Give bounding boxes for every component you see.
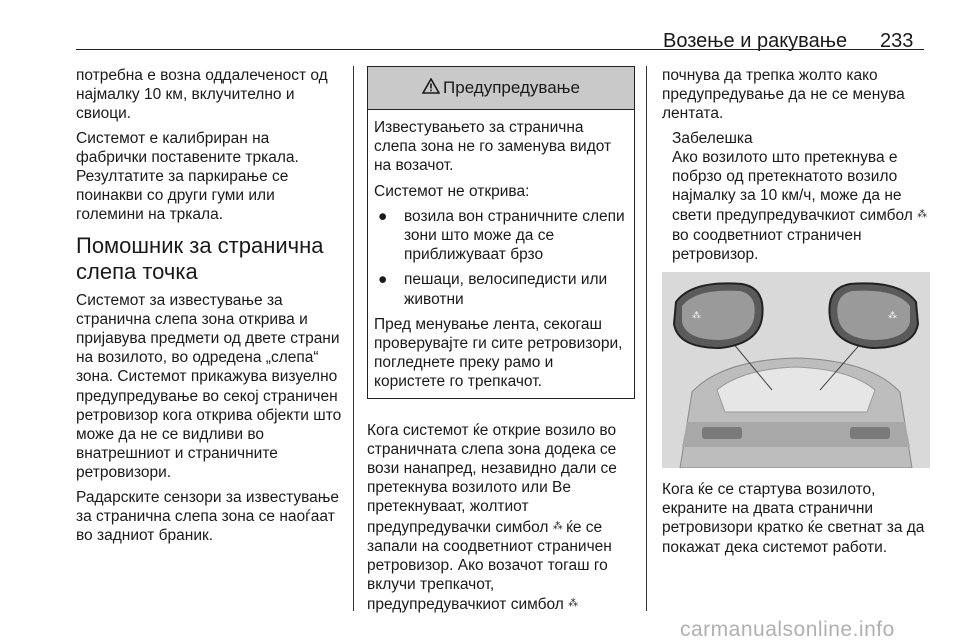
paragraph: почнува да трепка жолто како предупредување да не се менува лентата. bbox=[662, 67, 905, 123]
left-mirror bbox=[674, 283, 763, 348]
section-heading: Помошник за странична слепа точка bbox=[76, 232, 324, 284]
warning-box bbox=[367, 66, 635, 399]
note-block bbox=[662, 129, 930, 264]
column-1 bbox=[76, 66, 344, 550]
section-title: Возење и ракување bbox=[663, 30, 848, 52]
warning-title: Предупредување bbox=[443, 78, 580, 98]
list-item-text: пешаци, велосипедисти или животни bbox=[404, 271, 608, 308]
column-3 bbox=[662, 66, 930, 562]
paragraph bbox=[367, 421, 635, 615]
watermark: carmanualsonline.info bbox=[680, 618, 895, 641]
bullet-icon: ● bbox=[378, 207, 388, 225]
list-item-text: возила вон страничните слепи зони што може да се приближуваат брзо bbox=[404, 207, 625, 264]
column-2 bbox=[367, 66, 635, 620]
paragraph: Системот за известување за странична слепа зона открива и пријавува предмети од двете страни на возилото, во одредена „слепа“ зона. Системот прикажува визуелно предупредување во секој страничен ретровизор кога открива објекти што може да не се видливи во внатрешниот и страничните ретровизори. bbox=[76, 291, 342, 482]
paragraph: Системот е калибриран на фабрички поставените тркала. Резултатите за паркирање се поинакви со други гуми или големини на тркала. bbox=[76, 129, 299, 224]
list-item bbox=[374, 207, 628, 265]
paragraph: Кога ќе се стартува возилото, екраните на двата странични ретровизори кратко ќе светнат за да покажат дека системот работи. bbox=[662, 481, 925, 556]
blind-spot-symbol-icon: ⁂ bbox=[917, 209, 927, 221]
paragraph: Системот не открива: bbox=[374, 182, 530, 200]
paragraph: потребна е возна оддалеченост од најмалку 10 км, вклучително и свиоци. bbox=[76, 67, 328, 123]
warning-body bbox=[368, 110, 634, 398]
svg-text:⁂: ⁂ bbox=[692, 311, 701, 322]
page-number: 233 bbox=[880, 30, 914, 52]
column-divider-right bbox=[646, 66, 647, 611]
blind-spot-symbol-icon: ⁂ bbox=[552, 520, 562, 532]
paragraph: Пред менување лента, секогаш проверувајте ги сите ретровизори, погледнете преку рамо и користете го трепкачот. bbox=[374, 315, 623, 391]
note-title: Забелешка bbox=[672, 129, 753, 147]
text-run: Ако возилото што претекнува е побрзо од претекнатото возило најмалку за 10 км/ч, може да не свети предупредувачкиот симбол bbox=[672, 148, 913, 225]
paragraph: Радарските сензори за известување за странична слепа зона се наоѓаат во задниот браник. bbox=[76, 488, 339, 545]
text-run: ќе се запали на соодветниот страничен ретровизор. Ако возачот тогаш го вклучи трепкачот, предупредувачкиот симбол bbox=[367, 518, 612, 614]
text-run: Кога системот ќе открие возило во страничната слепа зона додека се вози нанапред, незавидно дали се претекнува возилото или Ве претекнуваат, жолтиот предупредувачки симбол bbox=[367, 421, 617, 536]
svg-text:⁂: ⁂ bbox=[888, 311, 897, 322]
paragraph: Известувањето за странична слепа зона не го заменува видот на возачот. bbox=[374, 119, 612, 175]
text-run: во соодветниот страничен ретровизор. bbox=[672, 226, 862, 263]
note-text bbox=[672, 148, 930, 264]
column-divider-left bbox=[353, 66, 354, 611]
warning-triangle-icon bbox=[422, 78, 440, 98]
list-item bbox=[374, 270, 628, 308]
mirror-illustration bbox=[662, 272, 930, 468]
warning-header bbox=[368, 67, 634, 110]
bullet-icon: ● bbox=[378, 271, 388, 289]
header-divider bbox=[76, 49, 924, 50]
blind-spot-symbol-icon: ⁂ bbox=[568, 598, 578, 610]
right-mirror bbox=[829, 283, 918, 348]
